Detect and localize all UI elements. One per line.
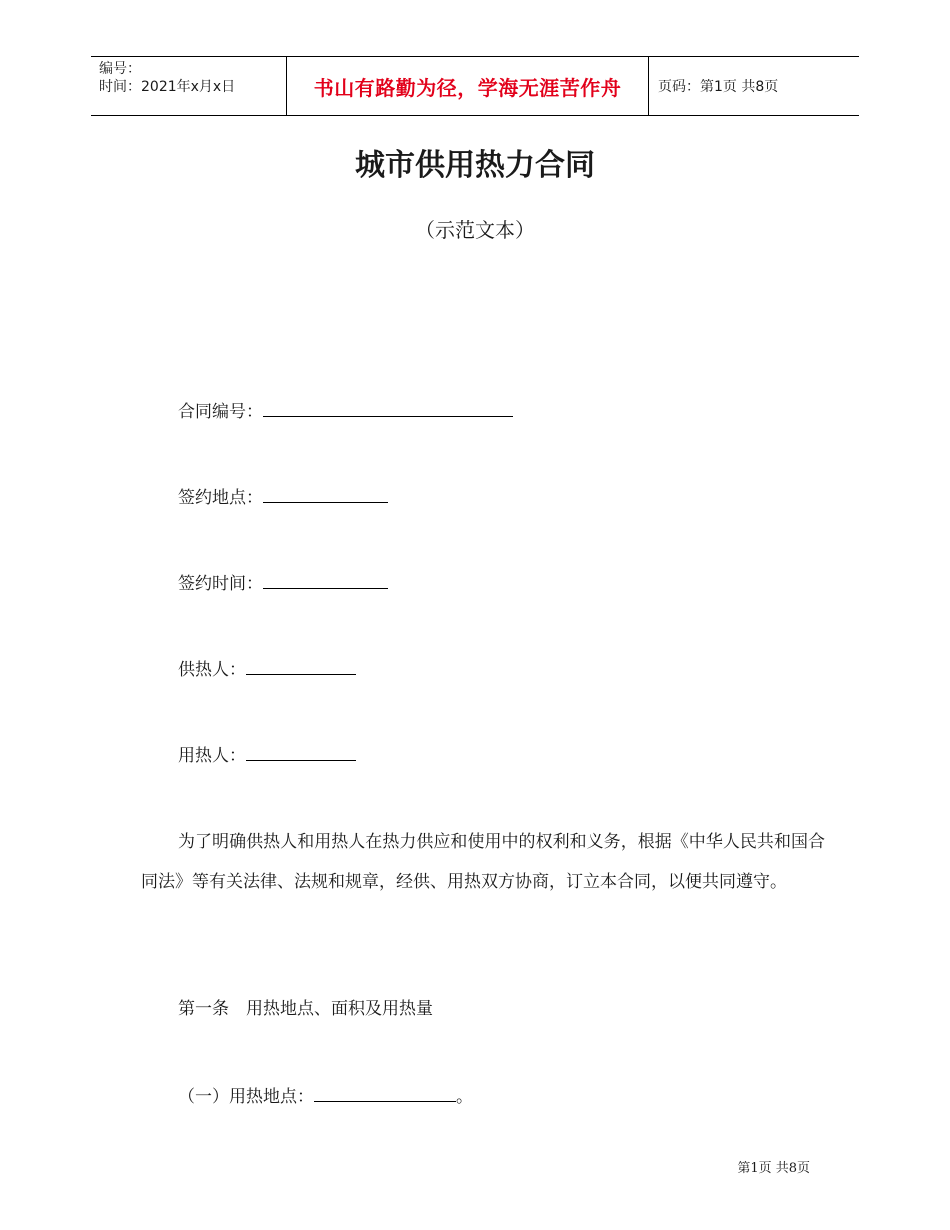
- header-meta: [91, 57, 286, 115]
- contract-number-field: [178, 398, 513, 424]
- heat-user-blank[interactable]: [246, 742, 356, 761]
- page-footer: 第1页 共8页: [737, 1161, 810, 1176]
- signing-time-blank[interactable]: [263, 570, 388, 589]
- header-time-label: 时间：2021年x月x日: [99, 79, 236, 95]
- item-1-label: （一）用热地点：: [178, 1087, 314, 1107]
- signing-place-field: [178, 484, 388, 510]
- heat-supplier-label: 供热人：: [178, 660, 246, 680]
- document-title: 城市供用热力合同: [355, 148, 595, 183]
- heat-user-label: 用热人：: [178, 746, 246, 766]
- heat-user-field: [178, 742, 356, 768]
- article-1-heading: 第一条 用热地点、面积及用热量: [178, 999, 433, 1019]
- intro-paragraph: 为了明确供热人和用热人在热力供应和使用中的权利和义务，根据《中华人民共和国合同法》等有关法律、法规和规章，经供、用热双方协商，订立本合同，以便共同遵守。: [141, 832, 825, 892]
- document-subtitle: （示范文本）: [415, 218, 535, 242]
- heat-supplier-blank[interactable]: [246, 656, 356, 675]
- item-1-field: [178, 1083, 473, 1109]
- item-1-blank[interactable]: [314, 1083, 456, 1102]
- signing-time-field: [178, 570, 388, 596]
- header-page-info: 页码：第1页 共8页: [658, 79, 779, 95]
- signing-place-label: 签约地点：: [178, 488, 263, 508]
- item-1-end: 。: [456, 1087, 473, 1107]
- contract-number-label: 合同编号：: [178, 402, 263, 422]
- header-number-label: 编号：: [99, 61, 141, 77]
- signing-place-blank[interactable]: [263, 484, 388, 503]
- contract-number-blank[interactable]: [263, 398, 513, 417]
- page-header: [91, 56, 859, 116]
- header-motto: 书山有路勤为径，学海无涯苦作舟: [286, 57, 649, 115]
- heat-supplier-field: [178, 656, 356, 682]
- signing-time-label: 签约时间：: [178, 574, 263, 594]
